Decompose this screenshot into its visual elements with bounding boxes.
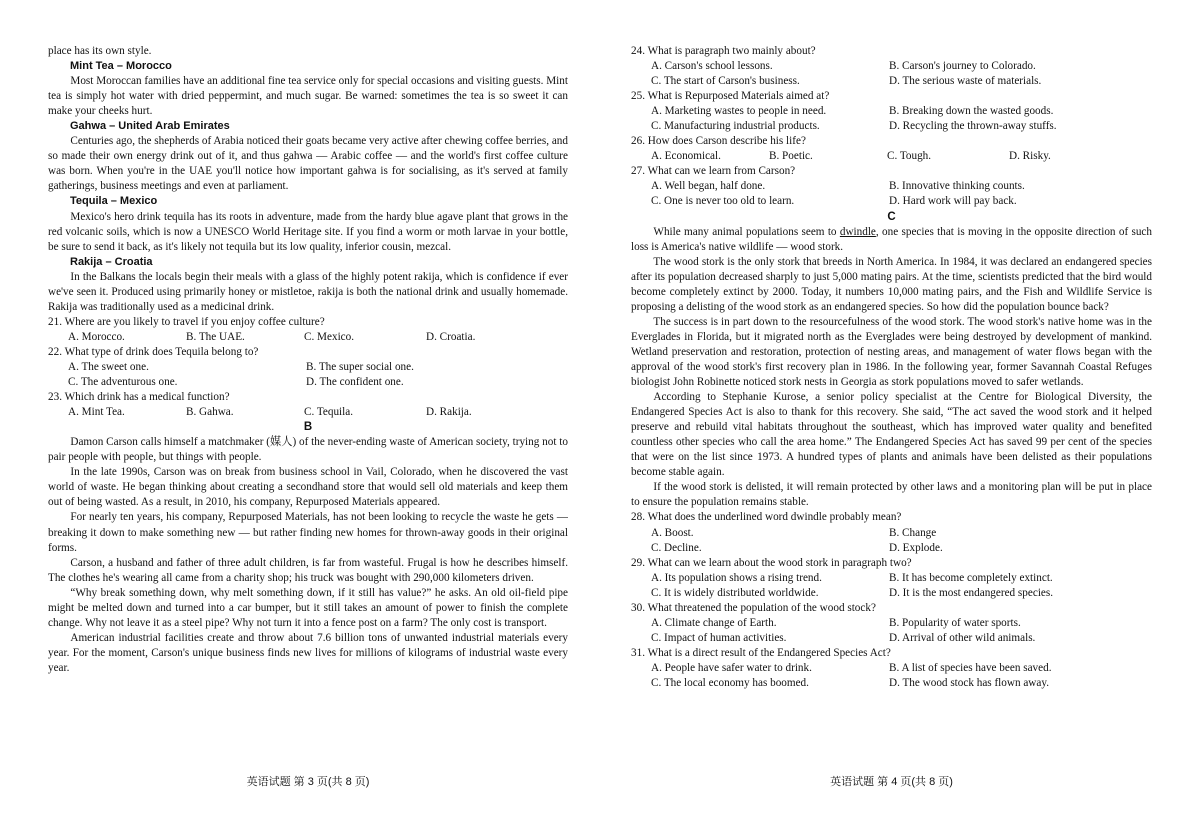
option: B. A list of species have been saved. xyxy=(889,661,1052,674)
option: B. Poetic. xyxy=(769,150,813,163)
option: A. Mint Tea. xyxy=(68,406,125,419)
option: C. It is widely distributed worldwide. xyxy=(651,586,819,599)
paragraph-rakija: In the Balkans the locals begin their meals with a glass of the highly potent rakija, which is confidence if ever we've seen it. Produced using primarily honey or mistletoe, rakija is both the national drink and usually homemade. Rakija was traditionally used as a medicinal drink. xyxy=(48,270,568,313)
passage-c-paragraph-1 xyxy=(631,225,1152,255)
option: B. Carson's journey to Colorado. xyxy=(889,60,1036,73)
question-31-options xyxy=(631,661,1152,691)
underlined-word: dwindle xyxy=(839,225,876,238)
option: A. People have safer water to drink. xyxy=(651,661,812,674)
heading-rakija: Rakija – Croatia xyxy=(70,255,153,268)
question-25-options xyxy=(631,104,1152,134)
option: D. Arrival of other wild animals. xyxy=(889,631,1036,644)
option: D. Risky. xyxy=(1009,150,1051,163)
option: D. Croatia. xyxy=(426,330,476,343)
passage-b-paragraph-6: American industrial facilities create and throw about 7.6 billion tons of unwanted industrial materials every year. For the moment, Carson's unique business finds new lives for millions of kilograms of industrial waste every year. xyxy=(48,631,568,674)
option: A. Morocco. xyxy=(68,330,125,343)
intro-continuation: place has its own style. xyxy=(48,45,152,57)
passage-c-paragraph-3: The success is in part down to the resourcefulness of the wood stork. The wood stork's native home was in the Everglades in Florida, but it migrated north as the Everglades were being destroyed by development of mankind. Wetland preservation and restoration, protection of nesting areas, and management of water flows began with the approval of the wood stork's first recovery plan in 1986. In the following year, former Savannah Coastal Refuges biologist John Robinette noticed stork nests in Georgia as stork populations moved to safer wetlands. xyxy=(631,315,1152,389)
section-b-heading: B xyxy=(303,421,313,434)
option: B. Innovative thinking counts. xyxy=(889,180,1025,193)
option: A. Climate change of Earth. xyxy=(651,616,777,629)
question-29-options xyxy=(631,571,1152,601)
question-24-options xyxy=(631,59,1152,89)
passage-b-paragraph-2: In the late 1990s, Carson was on break from business school in Vail, Colorado, when he discovered the vast world of waste. He began thinking about creating a secondhand store that would sell old materials and keep them out of being wasted. As a result, in 2010, his company, Repurposed Materials appeared. xyxy=(48,466,568,509)
option: A. Boost. xyxy=(651,526,694,539)
option: A. Economical. xyxy=(651,150,721,163)
heading-tequila: Tequila – Mexico xyxy=(70,195,158,208)
option: C. Mexico. xyxy=(304,330,355,343)
option: A. Marketing wastes to people in need. xyxy=(651,105,827,118)
question-23-options xyxy=(48,405,568,420)
option: A. Carson's school lessons. xyxy=(651,60,773,73)
option: D. The serious waste of materials. xyxy=(889,75,1042,88)
option: D. The wood stock has flown away. xyxy=(889,676,1050,689)
option: B. Change xyxy=(889,526,937,539)
passage-b-paragraph-4: Carson, a husband and father of three adult children, is far from wasteful. Frugal is how he describes himself. The clothes he's wearing all came from a charity shop; his truck was bought with 290,000 kilometers driven. xyxy=(48,556,568,584)
question-27-options xyxy=(631,179,1152,209)
option: C. The local economy has boomed. xyxy=(651,676,809,689)
question-22: 22. What type of drink does Tequila belong to? xyxy=(48,345,259,358)
passage-b-paragraph-5: “Why break something down, why melt something down, if it still has value?” he asks. An old oil-field pipe might be melted down and turned into a car bumper, but it still takes an amount of power to finish the complete change. Why not leave it as a steel pipe? Why not turn it into a fence post on a farm? The only cost is transport. xyxy=(48,586,568,629)
option: D. Explode. xyxy=(889,541,943,554)
passage-c-paragraph-5: If the wood stork is delisted, it will remain protected by other laws and a monitoring plan will be put in place to ensure the population remains stable. xyxy=(631,481,1152,509)
heading-mint-tea: Mint Tea – Morocco xyxy=(70,60,172,73)
question-29: 29. What can we learn about the wood stork in paragraph two? xyxy=(631,556,912,569)
option: D. The confident one. xyxy=(306,376,404,389)
heading-gahwa: Gahwa – United Arab Emirates xyxy=(70,120,230,133)
passage-b-paragraph-1: Damon Carson calls himself a matchmaker (媒人) of the never-ending waste of American society, trying not to pair people with people, but things with people. xyxy=(48,436,568,464)
question-23: 23. Which drink has a medical function? xyxy=(48,391,230,404)
section-c-heading: C xyxy=(887,210,896,223)
question-30: 30. What threatened the population of the wood stock? xyxy=(631,601,876,614)
option: C. The adventurous one. xyxy=(68,376,178,389)
question-27: 27. What can we learn from Carson? xyxy=(631,165,796,178)
paragraph-mint-tea: Most Moroccan families have an additional fine tea service only for special occasions and visiting guests. Mint tea is simply hot water with dried peppermint, and much sugar. Be warned: sometimes the tea is so sweet it can make your cheeks hurt. xyxy=(48,75,568,118)
option: C. One is never too old to learn. xyxy=(651,195,795,208)
option: D. Hard work will pay back. xyxy=(889,195,1017,208)
page-4 xyxy=(631,44,1152,795)
passage-b-paragraph-3: For nearly ten years, his company, Repurposed Materials, has not been looking to recycle the waste he gets — breaking it down to make something new — but rather finding new homes for thrown-away goods in their original forms. xyxy=(48,511,568,554)
question-31: 31. What is a direct result of the Endangered Species Act? xyxy=(631,646,891,659)
question-26-options xyxy=(631,149,1152,164)
question-21: 21. Where are you likely to travel if you enjoy coffee culture? xyxy=(48,315,325,328)
text-run: While many animal populations seem to xyxy=(653,225,840,238)
option: B. The UAE. xyxy=(186,330,245,343)
option: C. Tequila. xyxy=(304,406,354,419)
question-30-options xyxy=(631,616,1152,646)
option: B. The super social one. xyxy=(306,360,414,373)
question-25: 25. What is Repurposed Materials aimed at? xyxy=(631,90,830,103)
option: C. The start of Carson's business. xyxy=(651,75,800,88)
paragraph-gahwa: Centuries ago, the shepherds of Arabia noticed their goats became very active after chewing coffee berries, and so made their own energy drink out of it, and thus gahwa — Arabic coffee — and the world's first coffee culture was born. When you're in the UAE you'll notice how important gahwa is for socialising, as it's served at family gatherings, business meetings and even at parliament. xyxy=(48,135,568,193)
paragraph-tequila: Mexico's hero drink tequila has its roots in adventure, made from the hardy blue agave plant that grows in the red volcanic soils, which is now a UNESCO World Heritage site. If you find a worm or moth larvae in your bottle, be sure to send it back, as it's likely not tequila but its low quality, inferior cousin, mezcal. xyxy=(48,210,568,253)
question-22-options xyxy=(48,360,568,390)
option: C. Decline. xyxy=(651,541,702,554)
option: A. The sweet one. xyxy=(68,360,149,373)
question-26: 26. How does Carson describe his life? xyxy=(631,135,806,148)
page-footer-4: 英语试题 第 4 页(共 8 页) xyxy=(830,776,953,788)
option: B. Breaking down the wasted goods. xyxy=(889,105,1054,118)
passage-c-paragraph-2: The wood stork is the only stork that breeds in North America. In 1984, it was declared an endangered species after its population decreased sharply to just 5,000 mating pairs. At the time, scientists predicted that the bird would become completely extinct by 2000. Today, it numbers 10,000 mating pairs, and the Fish and Wildlife Service is proposing a delisting of the wood stork as an endangered species. So how did the population bounce back? xyxy=(631,255,1152,313)
option: B. Gahwa. xyxy=(186,406,234,419)
question-28: 28. What does the underlined word dwindle probably mean? xyxy=(631,511,902,524)
passage-c-paragraph-4: According to Stephanie Kurose, a senior policy specialist at the Centre for Biological Diversity, the Endangered Species Act is also to thank for this recovery. She said, “The act saved the wood stork and it helped preserve and rebuild vital habitats throughout the southeast, which has improved water quality and benefited countless other species who call the area home.” The Endangered Species Act has saved 99 per cent of the species that were on the list since 1973. A hundred types of plants and animals have been delisted as their populations become stable again. xyxy=(631,391,1152,479)
page-3 xyxy=(48,44,568,795)
option: B. Popularity of water sports. xyxy=(889,616,1021,629)
option: C. Tough. xyxy=(887,150,932,163)
question-28-options xyxy=(631,526,1152,556)
text-run: , one species that is moving in the opposite direction of such loss is America's native wildlife — wood stork. xyxy=(631,225,1152,253)
question-24: 24. What is paragraph two mainly about? xyxy=(631,45,816,57)
question-21-options xyxy=(48,330,568,345)
option: C. Manufacturing industrial products. xyxy=(651,120,820,133)
option: A. Its population shows a rising trend. xyxy=(651,571,822,584)
option: B. It has become completely extinct. xyxy=(889,571,1053,584)
option: C. Impact of human activities. xyxy=(651,631,787,644)
option: D. It is the most endangered species. xyxy=(889,586,1054,599)
page-footer-3: 英语试题 第 3 页(共 8 页) xyxy=(246,776,370,788)
option: A. Well began, half done. xyxy=(651,180,766,193)
option: D. Recycling the thrown-away stuffs. xyxy=(889,120,1057,133)
option: D. Rakija. xyxy=(426,406,472,419)
